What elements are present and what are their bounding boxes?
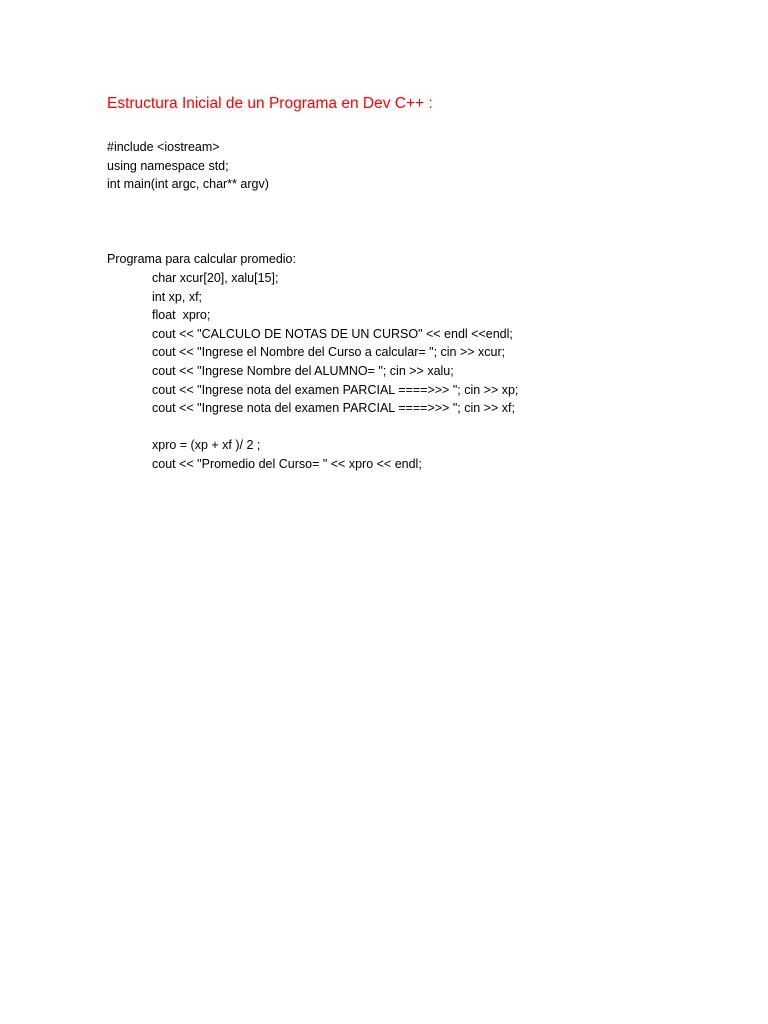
program-label: Programa para calcular promedio:: [107, 252, 296, 266]
code-line: cout << "Ingrese nota del examen PARCIAL ====>>> "; cin >> xp;: [152, 382, 519, 397]
header-code-block: [107, 138, 269, 194]
code-line: cout << "Ingrese Nombre del ALUMNO= "; cin >> xalu;: [152, 363, 454, 378]
code-line: xpro = (xp + xf )/ 2 ;: [152, 438, 261, 453]
document-title: Estructura Inicial de un Programa en Dev C++ :: [107, 95, 433, 112]
blank-line: [107, 418, 518, 437]
code-line: cout << "Promedio del Curso= " << xpro << endl;: [152, 456, 422, 471]
namespace-line: using namespace std;: [107, 158, 229, 173]
main-signature-line: int main(int argc, char** argv): [107, 177, 269, 192]
include-line: #include <iostream>: [107, 140, 220, 154]
code-line: cout << "CALCULO DE NOTAS DE UN CURSO" << endl <<endl;: [152, 326, 513, 341]
program-code-block: [107, 269, 518, 474]
code-line: cout << "Ingrese nota del examen PARCIAL ====>>> "; cin >> xf;: [152, 401, 515, 416]
code-line: int xp, xf;: [152, 289, 203, 304]
code-line: float xpro;: [152, 308, 211, 323]
program-label-block: [107, 250, 296, 269]
code-line: char xcur[20], xalu[15];: [152, 271, 279, 285]
code-line: cout << "Ingrese el Nombre del Curso a calcular= "; cin >> xcur;: [152, 345, 506, 360]
